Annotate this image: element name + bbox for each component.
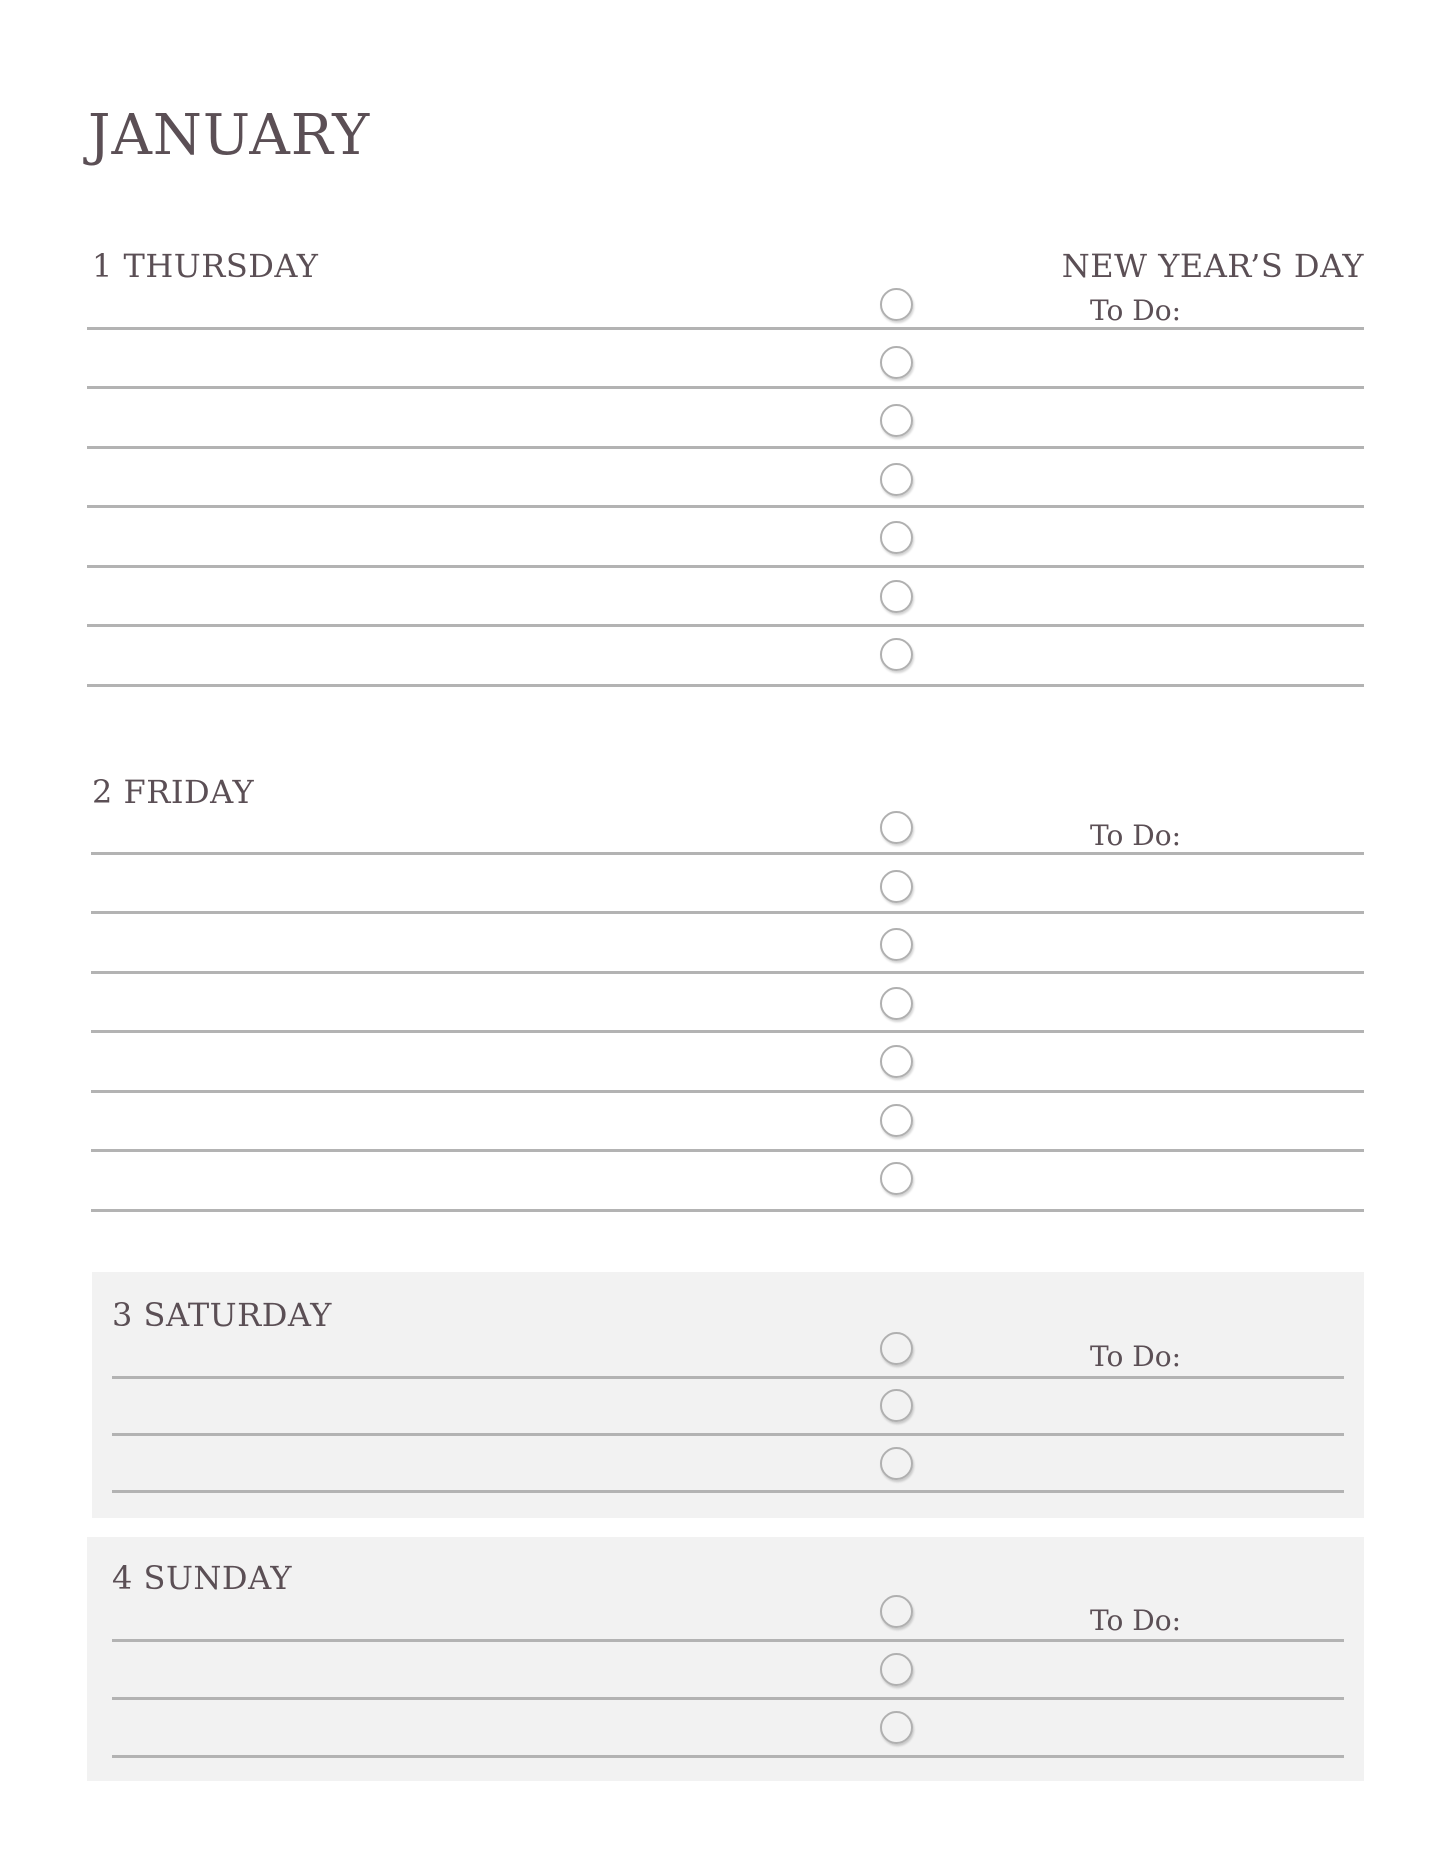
note-line[interactable] [91, 1149, 1364, 1152]
circle-checkbox-icon[interactable] [880, 1389, 913, 1422]
todo-label: To Do: [1090, 1604, 1181, 1637]
day-label: 1 THURSDAY [92, 247, 319, 285]
note-line[interactable] [91, 1209, 1364, 1212]
note-line[interactable] [112, 1433, 1344, 1436]
circle-checkbox-icon[interactable] [880, 928, 913, 961]
note-line[interactable] [112, 1490, 1344, 1493]
circle-checkbox-icon[interactable] [880, 1653, 913, 1686]
todo-label: To Do: [1090, 294, 1181, 327]
todo-label: To Do: [1090, 1340, 1181, 1373]
note-line[interactable] [112, 1697, 1344, 1700]
month-title: JANUARY [88, 103, 371, 168]
day-section-saturday [92, 1272, 1364, 1518]
circle-checkbox-icon[interactable] [880, 1045, 913, 1078]
note-line[interactable] [91, 1090, 1364, 1093]
circle-checkbox-icon[interactable] [880, 1162, 913, 1195]
circle-checkbox-icon[interactable] [880, 1104, 913, 1137]
circle-checkbox-icon[interactable] [880, 1711, 913, 1744]
note-line[interactable] [112, 1376, 1344, 1379]
note-line[interactable] [91, 971, 1364, 974]
day-label: 2 FRIDAY [92, 773, 255, 811]
todo-label: To Do: [1090, 819, 1181, 852]
circle-checkbox-icon[interactable] [880, 987, 913, 1020]
circle-checkbox-icon[interactable] [880, 1447, 913, 1480]
day-section-sunday [87, 1537, 1364, 1781]
note-line[interactable] [91, 852, 1364, 855]
circle-checkbox-icon[interactable] [880, 870, 913, 903]
note-line[interactable] [91, 911, 1364, 914]
circle-checkbox-icon[interactable] [880, 1332, 913, 1365]
day-label: 4 SUNDAY [112, 1559, 293, 1597]
note-line[interactable] [112, 1755, 1344, 1758]
day-label: 3 SATURDAY [112, 1296, 332, 1334]
note-line[interactable] [112, 1639, 1344, 1642]
circle-checkbox-icon[interactable] [880, 1595, 913, 1628]
holiday-label: NEW YEAR’S DAY [1061, 247, 1364, 285]
circle-checkbox-icon[interactable] [880, 811, 913, 844]
note-line[interactable] [91, 1030, 1364, 1033]
